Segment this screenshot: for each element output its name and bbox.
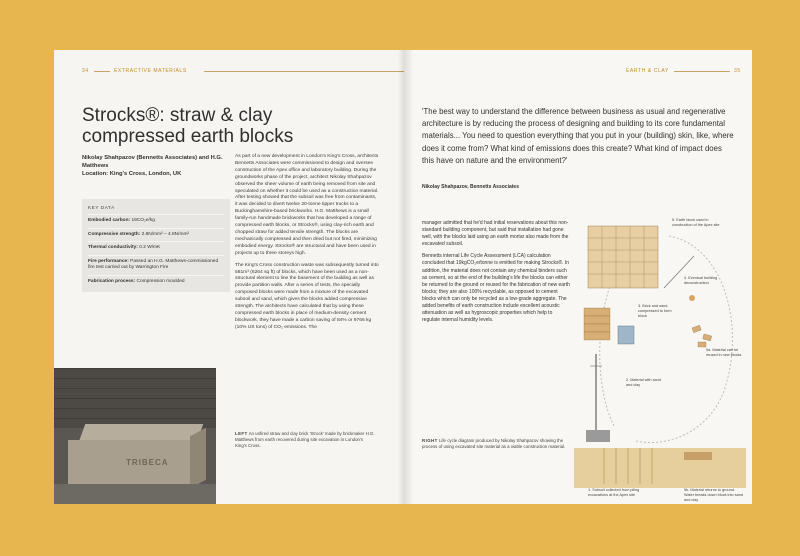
header-rule bbox=[204, 71, 404, 72]
key-data-row: Fire performance: Passed an H.G. Matthews-commissioned fire test carried out by Warrington Fire bbox=[88, 255, 224, 275]
paragraph: The King's Cross construction waste was subsequently turned into 581m³ (6264 sq ft) of blocks, which have been used as a non-structural element to line the basement of the building as well as provide partition walls. After a series of tests, the specially composed blocks were made from a mixture of the excavated subsoil and sand, which gives the blocks added compressive strength. The architects have calculated that by using these compressed earth blocks in place of medium-density cement blockwork, they have made a carbon saving of 84% or 9766 kg (10% US tons) of CO₂ emissions. The bbox=[235, 262, 379, 330]
section-header-left: EXTRACTIVE MATERIALS bbox=[114, 68, 187, 74]
body-text-left bbox=[235, 154, 379, 337]
page-number-left: 34 bbox=[82, 68, 89, 74]
brick-stamp-text: TRIBECA bbox=[126, 458, 169, 467]
diagram-label: 4. Eventual building deconstruction bbox=[684, 276, 718, 285]
paragraph: As part of a new development in London's King's Cross, architects Bennetts Associates were commissioned to design and oversee construction of the Apex office and laboratory building. During the groundworks phase of the project, architect Nikolay Shahpazov observed the sheer volume of earth being removed from site and speculated on whether it could be used as a construction material. After testing showed that the subsoil was free from contaminants, it was decided to divert twelve 20-tonne tipper trucks to a Buckinghamshire-based brickworks. H.G. Matthews is a small family-run handmade brickworks that has developed a range of compressed earth blocks, or Strocks®, using clay-rich earth and chopped straw for added tensile strength. The blocks are mechanically compressed and then dried but not fired, minimizing embodied energy. Strocks® are structural and have been used in projects up to three storeys high. bbox=[235, 154, 379, 256]
section-header-right: EARTH & CLAY bbox=[626, 68, 669, 74]
diagram-caption: RIGHT Life cycle diagram produced by Nikolay Shahpazov showing the process of using excavated site material as a viable construction material. bbox=[422, 438, 566, 449]
key-data-box bbox=[82, 199, 230, 292]
diagram-label: 2. Material with sand and clay bbox=[626, 378, 661, 387]
location: Location: King's Cross, London, UK bbox=[82, 171, 182, 177]
brick-photo bbox=[54, 368, 216, 504]
paragraph: Bennetts internal Life Cycle Assessment (LCA) calculation concluded that 19kgCO₂e/tonne is emitted for making Strocks®. In addition, the material does not contain any chemical binders such as cement, so at the end of the building's life the blocks can either be returned to the ground or reused for the fabrication of new earth blocks; they are also 100% recyclable, as opposed to cement blocks which can only be recycled as a low-grade aggregate. The added benefits of earth construction include excellent acoustic attenuation as well as hygroscopic properties which help to regulate internal humidity levels. bbox=[422, 253, 570, 324]
header-rule bbox=[94, 71, 110, 72]
book-gutter bbox=[398, 50, 412, 504]
diagram-label: 5b. Material returns to ground. Water breaks down block into sand and clay bbox=[684, 488, 743, 502]
life-cycle-diagram bbox=[574, 216, 746, 504]
diagram-label: 5. Earth block used in construction of the Apex site bbox=[672, 218, 720, 227]
key-data-row: Thermal conductivity: 0.2 W/mK bbox=[88, 241, 224, 255]
body-text-right bbox=[422, 220, 570, 329]
key-data-row: Compressive strength: 2.6N/mm² – 4.8N/mm² bbox=[88, 228, 224, 242]
pull-quote: 'The best way to understand the difference between business as usual and regenerative architecture is by reducing the process of designing and building to its core fundamental materials... You need to question everything that you put in your (building) skin, like, where does it come from? What kind of emissions does this create? What kind of impact does this have on nature and the environment?' bbox=[422, 107, 734, 165]
right-page bbox=[404, 50, 752, 504]
article-title: Strocks®: straw & clay compressed earth blocks bbox=[82, 105, 294, 147]
byline bbox=[82, 154, 232, 178]
quote-attribution: Nikolay Shahpazov, Bennetts Associates bbox=[422, 184, 519, 190]
paragraph: manager admitted that he'd had initial reservations about this non-standard building component, but said that installation had gone well, with the blocks laid using an earth mortar also made from the excavated subsoil. bbox=[422, 220, 569, 248]
key-data-row: Embodied carbon: 19CO₂e/kg bbox=[88, 214, 224, 228]
authors: Nikolay Shahpazov (Bennetts Associates) and H.G. Matthews bbox=[82, 155, 223, 169]
photo-caption: LEFT An unfired straw and clay brick 'Strock' made by brickmaker H.G. Matthews from earth recovered during site excavation in London's King's Cross. bbox=[235, 431, 375, 448]
life-cycle-illustration bbox=[574, 216, 746, 504]
header-rule bbox=[674, 71, 730, 72]
key-data-heading: KEY DATA bbox=[88, 205, 115, 210]
page-number-right: 35 bbox=[734, 68, 741, 74]
diagram-label: 5a. Material can be reused in new blocks bbox=[706, 348, 742, 357]
diagram-label: 3. Brick and sand compressed to form block bbox=[638, 304, 672, 318]
key-data-row: Fabrication process: Compression moulded bbox=[88, 275, 224, 289]
diagram-label: 1. Subsoil collected from piling excavations at the Apex site bbox=[588, 488, 640, 497]
left-page bbox=[54, 50, 404, 504]
